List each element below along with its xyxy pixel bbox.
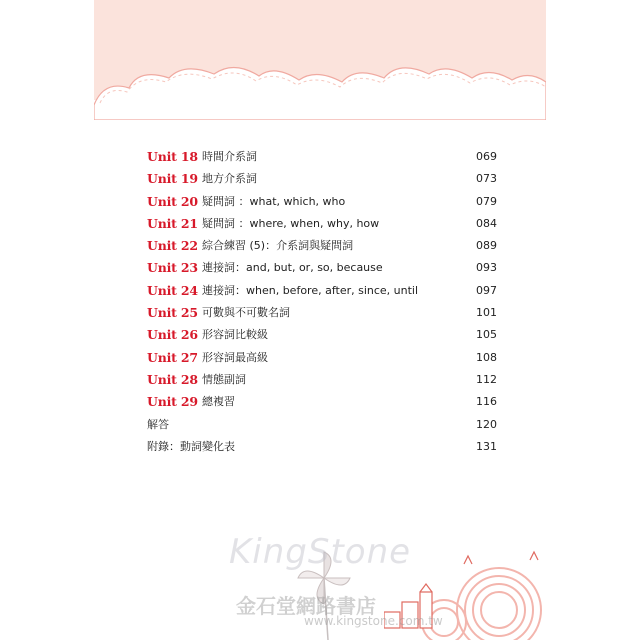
table-of-contents	[147, 146, 497, 458]
unit-title: 疑問詞 ：where, when, why, how	[202, 216, 380, 230]
toc-row	[147, 280, 497, 302]
unit-title: 綜合練習 (5)：介系詞與疑問詞	[202, 239, 354, 253]
page-number: 112	[476, 372, 497, 386]
extra-title: 附錄：動詞變化表	[147, 439, 235, 453]
page-number: 101	[476, 306, 497, 320]
page-number: 069	[476, 150, 497, 163]
toc-row-appendix	[147, 436, 497, 458]
unit-title: 總複習	[202, 395, 235, 409]
toc-row	[147, 391, 497, 413]
toc-row	[147, 369, 497, 391]
page-number: 073	[476, 172, 497, 186]
toc-row	[147, 324, 497, 346]
watermark-chinese: 金石堂網路書店	[236, 594, 376, 618]
book-page	[94, 0, 546, 640]
unit-title: 地方介系詞	[202, 172, 257, 186]
page-number: 105	[476, 328, 497, 342]
toc-row	[147, 257, 497, 279]
page-number: 131	[476, 439, 497, 453]
page-number: 093	[476, 261, 497, 275]
toc-row	[147, 302, 497, 324]
unit-label: Unit 28	[147, 371, 198, 387]
unit-title: 情態副詞	[202, 372, 246, 386]
page-number: 116	[476, 395, 497, 409]
unit-title: 形容詞最高級	[202, 350, 268, 364]
unit-label: Unit 29	[147, 394, 198, 410]
watermark-url: www.kingstone.com.tw	[304, 614, 443, 628]
extra-title: 解答	[147, 417, 169, 431]
unit-label: Unit 19	[147, 171, 198, 187]
page-number: 108	[476, 350, 497, 364]
unit-label: Unit 25	[147, 305, 198, 321]
page-number: 084	[476, 216, 497, 230]
page-number: 097	[476, 283, 497, 297]
toc-row	[147, 168, 497, 190]
unit-title: 疑問詞 ：what, which, who	[202, 194, 346, 208]
page-number: 120	[476, 417, 497, 431]
cloud-border-decoration	[94, 60, 546, 120]
toc-row	[147, 146, 497, 168]
unit-label: Unit 20	[147, 193, 198, 209]
unit-title: 連接詞：when, before, after, since, until	[202, 283, 419, 297]
toc-row	[147, 347, 497, 369]
page-number: 079	[476, 194, 497, 208]
unit-label: Unit 18	[147, 149, 198, 164]
page-number: 089	[476, 239, 497, 253]
toc-row	[147, 213, 497, 235]
watermark-brand: KingStone	[229, 532, 412, 572]
unit-title: 可數與不可數名詞	[202, 306, 290, 320]
unit-label: Unit 27	[147, 349, 198, 365]
unit-label: Unit 23	[147, 260, 198, 276]
toc-row-answers	[147, 414, 497, 436]
unit-label: Unit 22	[147, 238, 198, 254]
unit-title: 形容詞比較級	[202, 328, 268, 342]
toc-row	[147, 235, 497, 257]
unit-label: Unit 24	[147, 282, 198, 298]
toc-row	[147, 191, 497, 213]
unit-title: 時間介系詞	[202, 150, 257, 163]
unit-label: Unit 26	[147, 327, 198, 343]
unit-title: 連接詞：and, but, or, so, because	[202, 261, 383, 275]
unit-label: Unit 21	[147, 215, 198, 231]
